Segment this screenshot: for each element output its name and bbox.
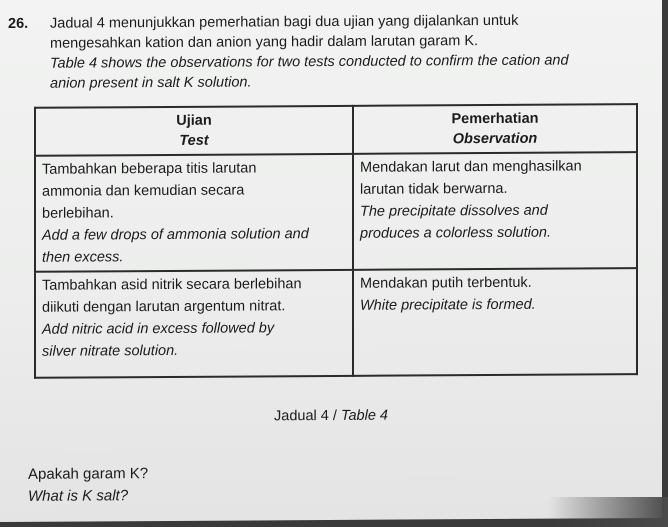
answer-prompt-ms: Apakah garam K? <box>28 465 149 483</box>
header-observation-ms: Pemerhatian <box>451 110 539 128</box>
photo-shadow <box>548 497 668 527</box>
answer-prompt-en: What is K salt? <box>28 487 129 505</box>
observation-ms-line: Mendakan putih terbentuk. <box>360 274 532 292</box>
answer-prompt <box>28 463 148 508</box>
header-test-en: Test <box>179 132 209 149</box>
test-cell <box>35 270 353 378</box>
caption-en: Table 4 <box>340 407 388 424</box>
observation-en-line: The precipitate dissolves and <box>360 202 548 220</box>
header-observation <box>353 104 637 154</box>
test-ms-line: berlebihan. <box>42 205 114 222</box>
table-header-row <box>35 104 637 156</box>
table-caption <box>0 406 662 426</box>
observation-cell <box>353 268 637 376</box>
table-row <box>35 268 637 378</box>
test-ms-line: ammonia dan kemudian secara <box>42 182 245 200</box>
table-row <box>35 152 637 272</box>
observation-cell <box>353 152 637 270</box>
test-cell <box>35 154 353 272</box>
caption-ms: Jadual 4 / <box>274 407 341 425</box>
question-ms-line-2: mengesahkan kation dan anion yang hadir dalam larutan garam K. <box>50 33 479 52</box>
question-ms-line-1: Jadual 4 menunjukkan pemerhatian bagi dua ujian yang dijalankan untuk <box>50 12 519 32</box>
test-en-line: then excess. <box>42 249 124 266</box>
observation-ms-line: larutan tidak berwarna. <box>360 180 508 198</box>
test-ms-line: Tambahkan asid nitrik secara berlebihan <box>42 276 302 294</box>
header-test <box>35 106 353 156</box>
observation-ms-line: Mendakan larut dan menghasilkan <box>360 158 582 176</box>
header-observation-en: Observation <box>452 130 538 148</box>
observation-table <box>34 103 638 379</box>
question-en-line-2: anion present in salt K solution. <box>50 74 252 92</box>
observation-en-line: White precipitate is formed. <box>360 296 536 314</box>
test-ms-line: Tambahkan beberapa titis larutan <box>42 160 257 178</box>
question-text <box>50 10 648 94</box>
observation-en-line: produces a colorless solution. <box>360 224 552 242</box>
question-block <box>8 10 648 94</box>
test-en-line: Add nitric acid in excess followed by <box>42 320 275 338</box>
test-en-line: silver nitrate solution. <box>42 342 179 360</box>
test-en-line: Add a few drops of ammonia solution and <box>42 226 309 244</box>
test-ms-line: diikuti dengan larutan argentum nitrat. <box>42 298 286 316</box>
question-en-line-1: Table 4 shows the observations for two tests conducted to confirm the cation and <box>50 52 569 72</box>
header-test-ms: Ujian <box>176 112 212 129</box>
question-number: 26. <box>8 15 29 32</box>
